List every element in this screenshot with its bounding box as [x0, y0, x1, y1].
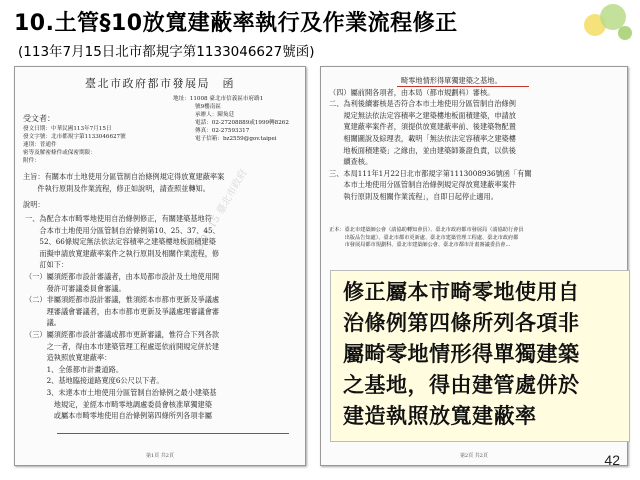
- body-line: 發許可審議委員會審議。: [25, 283, 126, 293]
- explain-label: 說明：: [23, 200, 45, 209]
- callout-line: 建造執照放寬建蔽率: [343, 404, 537, 428]
- body-line: 相關圖說及綜理表，載明「無法依法定容積率之建築樓: [329, 133, 516, 143]
- meta-line: 密等及解密條件或保密期限：: [23, 150, 96, 156]
- page-footer: 第2頁 共2頁: [460, 453, 488, 459]
- slide-title: 10.土管§10放寬建蔽率執行及作業流程修正: [14, 11, 458, 36]
- body-line: 規定無法依法定容積率之建築樓地板面積建築，申請放: [329, 110, 516, 120]
- body-line: 二、為利後續審核是否符合本市土地使用分區管制自治條例: [329, 99, 516, 109]
- address-line: 傳真：02-27593317: [195, 128, 250, 134]
- address-line: 電話：02-27208889或1999轉8262: [195, 120, 289, 126]
- body-line: （四）屬前開各項者，由本局（都市規劃科）審核。: [329, 87, 495, 97]
- body-line: （二）非屬須經都市設計審議，惟須經本市都市更新及爭議處: [25, 295, 220, 305]
- body-line: 地板面積建築」之緣由，並由建築師簽證負責，以供後: [329, 145, 516, 155]
- cc-line: 市發展局都市規劃科、臺北市建築師公會、臺北市都市計畫審議委員會...: [329, 242, 511, 248]
- body-line: 理審議會審議者，由本市都市更新及爭議處理審議會審: [25, 306, 220, 316]
- meta-block: [23, 125, 126, 165]
- address-line: 承辦人：陳奐廷: [195, 112, 235, 118]
- body-line: 1、全係都市計畫道路。: [25, 364, 124, 374]
- body-line: 畸零地情形得單獨建築之基地。: [401, 76, 502, 85]
- callout-line: 之基地，得由建管處併於: [343, 373, 580, 397]
- cc-line: 出版品告知處）、臺北市都市更新處、臺北市建築管理工程處、臺北市政府都: [329, 234, 519, 241]
- body-line: 一、為配合本市畸零地使用自治條例修正，有關建築基地符: [25, 214, 212, 223]
- recipient-label: 受文者：: [23, 114, 55, 123]
- body-line: 之一者，得由本市建築管理工程處逕依前開規定併於建: [25, 341, 220, 351]
- body-line: 執行原則及相關作業流程」，自即日起停止適用。: [329, 191, 498, 201]
- decor-circle-green-small: [618, 26, 632, 40]
- subject-block: [23, 171, 224, 194]
- page-footer: 第1頁 共2頁: [146, 453, 174, 459]
- subject-line: 件執行原則及作業流程，修正如說明，請查照並轉知。: [23, 183, 210, 193]
- meta-line: 速別：普通件: [23, 142, 57, 148]
- body-line: 本市土地使用分區管制自治條例規定得放寬建蔽率案件: [329, 180, 516, 190]
- address-block: [173, 95, 289, 143]
- highlight-underline: [57, 433, 289, 434]
- body-line: 寬建蔽率案件者，須提供放寬建蔽率前、後建築物配置: [329, 122, 516, 132]
- meta-line: 發文日期：中華民國113年7月15日: [23, 126, 112, 132]
- callout-line: 修正屬本市畸零地使用自: [343, 280, 580, 304]
- cc-line: 正本：臺北市建築師公會（請協助轉知會員）、臺北市政府都市發展局（請協助行會員: [329, 227, 524, 233]
- body-line: （一）屬須經都市設計審議者，由本局都市設計及土地使用開: [25, 271, 220, 281]
- body-line: 或屬本市畸零地使用自治條例第四條所列各項非屬: [25, 411, 212, 421]
- body-block: [329, 75, 532, 203]
- body-line: 52、66條規定無法依法定容積率之建築樓地板面積建築: [25, 237, 216, 247]
- official-stamp: 113.07.15 臺北市政府: [187, 167, 250, 264]
- body-line: 地規定，並經本市畸零地調處委員會核准單獨建築: [25, 399, 212, 409]
- highlight-underline: [397, 86, 529, 87]
- address-line: 電子信箱：bz2559@gov.taipei: [195, 136, 277, 142]
- callout-line: 治條例第四條所列各項非: [343, 311, 580, 335]
- body-line: 合本市土地使用分區管制自治條例第10、25、37、45、: [25, 225, 220, 235]
- meta-line: 附件：: [23, 158, 40, 164]
- callout-line: 屬畸零地情形得單獨建築: [343, 342, 580, 366]
- body-line: 造執照放寬建蔽率：: [25, 353, 112, 363]
- body-line: 訂如下：: [25, 260, 69, 270]
- body-line: 3、未達本市土地使用分區管制自治條例之最小建築基: [25, 387, 217, 397]
- callout-box: [330, 270, 630, 442]
- body-line: 議。: [25, 318, 61, 328]
- body-line: 三、本局111年1月22日北市都規字第1113008936號函「有關: [329, 168, 532, 178]
- doc-heading: 臺北市政府都市發展局 函: [85, 77, 235, 90]
- body-line: （三）屬須經都市設計審議或都市更新審議，惟符合下列各款: [25, 329, 220, 339]
- slide-page-number: 42: [604, 452, 620, 468]
- cc-block: [329, 227, 524, 250]
- address-line: 號9樓南區: [195, 104, 221, 110]
- body-line: 2、基地臨接道路寬度6公尺以下者。: [25, 376, 164, 386]
- meta-line: 發文字號：北市都規字第1133046627號: [23, 134, 126, 140]
- subject-line: 主旨：有關本市土地使用分區管制自治條例規定得放寬建蔽率案: [23, 172, 225, 181]
- slide-subtitle: (113年7月15日北市都規字第1133046627號函): [18, 44, 315, 60]
- document-page-1: [14, 66, 306, 466]
- body-line: 而擬申請放寬建蔽率案件之執行原則及相關作業流程，修: [25, 248, 220, 258]
- body-line: 續查核。: [329, 157, 373, 167]
- address-line: 地址：11008 臺北市信義區市府路1: [173, 96, 264, 102]
